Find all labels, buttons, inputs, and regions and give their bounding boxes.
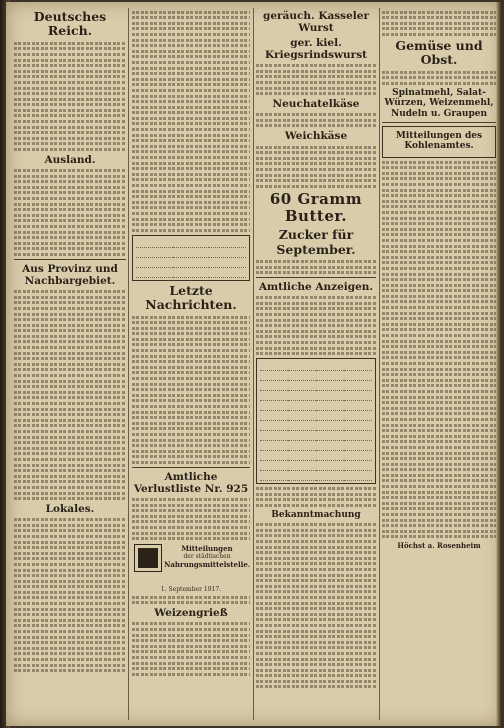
ad-neuchatelkaese: Neuchatelkäse: [272, 98, 360, 111]
footer-signature: Höchst a. Rosenheim: [397, 541, 481, 551]
ad-zucker: Zucker für September.: [276, 227, 356, 257]
article-text: [132, 316, 250, 464]
column-rule: [128, 8, 129, 720]
article-text: [256, 296, 376, 355]
article-text: [256, 523, 376, 688]
article-text: [14, 518, 126, 672]
schedule-box: [132, 235, 250, 281]
mitteilungen-sub2: Nahrungsmittelstelle.: [164, 560, 250, 570]
heading-bekanntmachung: Bekanntmachung: [271, 509, 361, 520]
article-text: [14, 169, 126, 256]
heading-weizengries: Weizengrieß: [154, 607, 228, 620]
notice-block: [132, 544, 250, 582]
heading-ausland: Ausland.: [44, 154, 96, 167]
emblem-stamp: [134, 544, 162, 572]
column-3: [256, 8, 376, 720]
heading-reich: Deutsches Reich.: [33, 9, 107, 39]
divider: [256, 277, 376, 278]
divider: [132, 467, 250, 468]
article-text: [14, 42, 126, 151]
article-text: [132, 596, 250, 605]
ad-gemuese-obst: Gemüse und Obst.: [395, 37, 483, 68]
heading-verlustliste: Amtliche Verlustliste Nr. 925: [133, 470, 249, 495]
ad-text: [256, 260, 376, 274]
heading-kohlenamt: Mitteilungen des Kohlenamtes.: [395, 130, 483, 152]
heading-lokales: Lokales.: [45, 503, 95, 516]
heading-provinz: Aus Provinz und Nachbargebiet.: [22, 263, 118, 288]
kohlenamt-box: [382, 126, 496, 158]
ad-text: [256, 113, 376, 127]
notice-date: 1. September 1917.: [160, 586, 222, 594]
column-1: [14, 8, 126, 720]
divider: [14, 259, 126, 260]
heading-letzte-nachrichten: Letzte Nachrichten.: [145, 282, 237, 313]
ad-text: [382, 11, 496, 36]
ad-text: [256, 64, 376, 95]
ad-text: [382, 71, 496, 85]
price-table-box: [256, 358, 376, 484]
page-torn-edge: [496, 2, 502, 726]
price-table: [260, 361, 372, 481]
divider: [382, 122, 496, 123]
emblem-icon: [138, 548, 158, 568]
mitteilungen-title: Mitteilungen: [181, 544, 233, 554]
column-4: [382, 8, 496, 720]
article-text: [132, 11, 250, 232]
article-text: [382, 161, 496, 539]
ad-kriegsrindswurst: ger. kiel. Kriegsrindswurst: [265, 37, 367, 62]
article-text: [132, 622, 250, 675]
column-rule: [379, 8, 380, 720]
article-text: [256, 487, 376, 507]
ad-kasseler-wurst: geräuch. Kasseler Wurst: [263, 10, 369, 35]
ad-butter: 60 Gramm Butter.: [269, 189, 363, 225]
ad-text: [256, 146, 376, 188]
mitteilungen-sub: der städtischen: [183, 553, 231, 561]
ad-weichkaese: Weichkäse: [284, 130, 348, 143]
article-text: [14, 290, 126, 500]
column-rule: [253, 8, 254, 720]
column-2: [132, 8, 250, 720]
article-text: [132, 498, 250, 540]
schedule-table: [136, 238, 246, 278]
newspaper-page: [6, 2, 502, 726]
ad-products: Spinatmehl, Salat- Würzen, Weizenmehl, Nudeln u. Graupen: [384, 87, 494, 119]
heading-amtliche-anzeigen: Amtliche Anzeigen.: [258, 281, 374, 294]
